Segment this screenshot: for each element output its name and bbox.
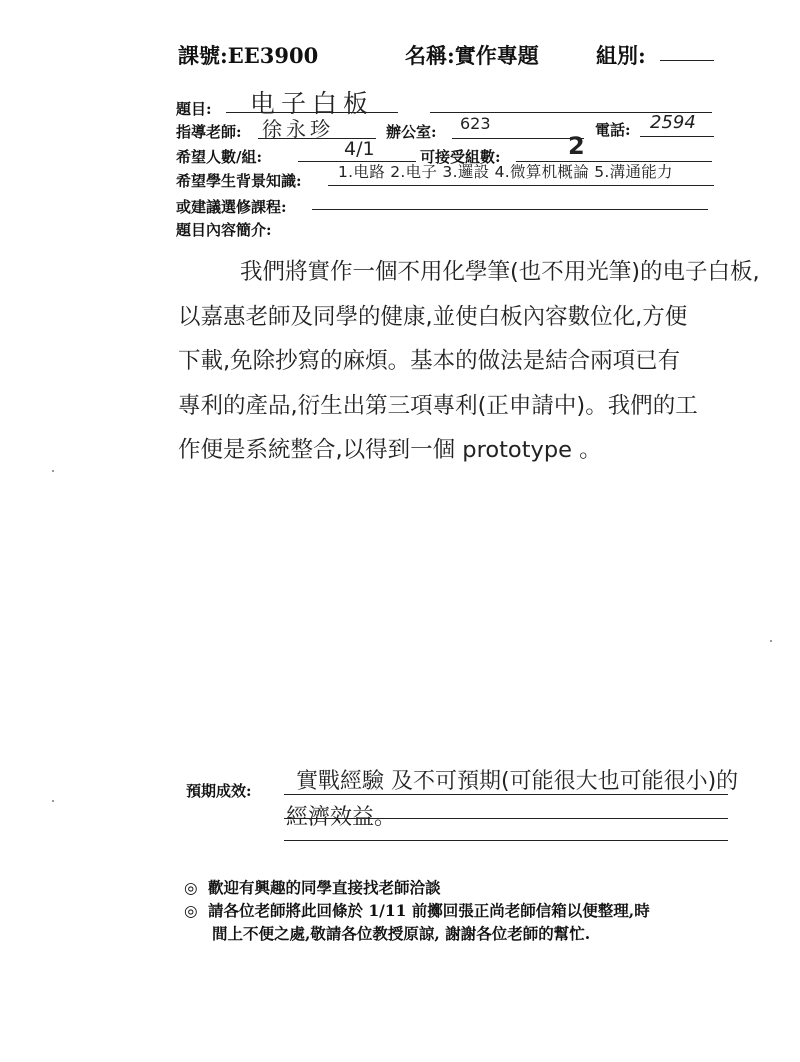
note-text: 請各位老師將此回條於 1/11 前擲回張正尚老師信箱以便整理,時 [208,901,650,920]
scan-speck [52,470,54,472]
summary-line: 下載,免除抄寫的麻煩。基本的做法是結合兩項已有 [178,348,681,374]
note-text: 歡迎有興趣的同學直接找老師洽談 [208,878,441,897]
course-number: 課號:EE3900 [178,43,319,68]
note-return-instructions [184,899,650,921]
acceptable-groups-value: 2 [568,132,585,160]
expected-line-3 [284,840,728,841]
topic-value: 电子白板 [250,89,375,118]
advisor-label: 指導老師: [176,123,242,141]
summary-line: 專利的產品,衍生出第三項專利(正申請中)。我們的工 [178,392,698,419]
office-label: 辦公室: [386,123,437,141]
students-per-group-label: 希望人數/組: [176,148,263,166]
advisor-value: 徐永珍 [262,117,334,141]
bullet-mark: ◎ [184,878,198,897]
summary-line: 以嘉惠老師及同學的健康,並使白板內容數位化,方便 [178,303,688,330]
acceptable-groups-label: 可接受組數: [420,148,501,166]
courses-line [312,209,708,210]
group-blank-line [660,60,714,61]
summary-text [178,250,768,473]
expected-results-line-2: 經濟效益。 [286,805,397,830]
background-line [328,185,714,186]
course-name: 名稱:實作專題 [405,43,539,68]
summary-label: 題目內容簡介: [176,221,272,239]
expected-line-2 [284,818,728,819]
summary-line: 作便是系統整合,以得到一個 prototype 。 [178,437,602,463]
suggested-courses-label: 或建議選修課程: [176,198,287,216]
topic-label: 題目: [176,100,212,118]
summary-line: 我們將實作一個不用化學筆(也不用光筆)的电子白板, [240,259,760,285]
phone-line [640,136,714,137]
note-text: 間上不便之處,敬請各位教授原諒, 謝謝各位老師的幫忙. [212,924,591,943]
office-line [452,138,584,139]
background-knowledge-label: 希望學生背景知識: [176,172,302,190]
phone-label: 電話: [595,121,631,139]
group-label: 組別: [596,43,646,68]
scan-speck [770,640,772,642]
office-value: 623 [460,114,491,133]
expected-results-label: 預期成效: [186,782,252,800]
phone-value: 2594 [650,112,696,133]
bullet-mark: ◎ [184,901,198,920]
note-welcome [184,876,441,898]
note-return-instructions-cont [212,922,590,944]
background-knowledge-value: 1.电路 2.电子 3.邏設 4.微算机概論 5.溝通能力 [338,163,673,181]
expected-results-line-1: 實戰經驗 及不可預期(可能很大也可能很小)的 [296,769,739,794]
students-per-group-value: 4/1 [344,138,375,160]
expected-line-1 [284,794,728,795]
scan-speck [52,800,54,802]
